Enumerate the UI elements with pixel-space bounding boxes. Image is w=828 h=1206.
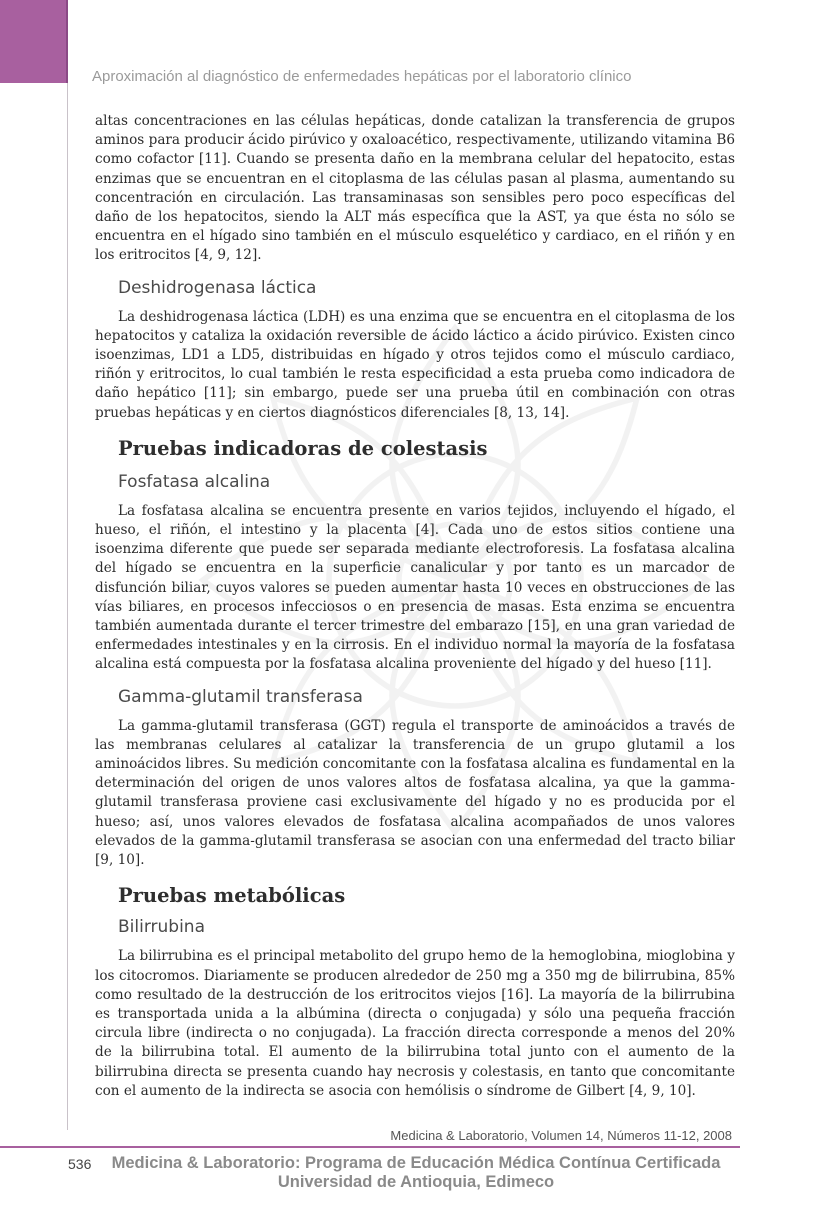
subheading-ggt: Gamma-glutamil transferasa	[118, 686, 363, 707]
journal-citation: Medicina & Laboratorio, Volumen 14, Números 11-12, 2008	[390, 1128, 732, 1143]
subheading-bilirrubina: Bilirrubina	[118, 917, 205, 938]
footer-rule	[0, 1146, 740, 1148]
subheading-ldh: Deshidrogenasa láctica	[118, 277, 317, 298]
paragraph-ggt: La gamma-glutamil transferasa (GGT) regula el transporte de aminoácidos a través de las membranas celulares al catalizar la transferencia de un grupo glutamil a los aminoácidos libres. Su medición concomitante con la fosfatasa alcalina es fundamental en la determinación del origen de unos valores altos de fosfatasa alcalina, ya que la gamma-glutamil transferasa proviene casi exclusivamente del hígado y no es producida por el hueso; así, unos valores elevados de fosfatasa alcalina acompañados de unos valores elevados de la gamma-glutamil transferasa se asocian con una enfermedad del tracto biliar [9, 10].	[95, 717, 735, 869]
paragraph-transaminases: altas concentraciones en las células hepáticas, donde catalizan la transferencia de grupos aminos para producir ácido pirúvico y oxaloacético, respectivamente, utilizando vitamina B6 como cofactor [11]. Cuando se presenta daño en la membrana celular del hepatocito, estas enzimas que se encuentran en el citoplasma de las células pasan al plasma, aumentando su concentración en circulación. Las transaminasas son sensibles pero poco específicas del daño de los hepatocitos, siendo la ALT más específica que la AST, ya que ésta no sólo se encuentra en el hígado sino también en el músculo esquelético y cardiaco, en el riñón y en los eritrocitos [4, 9, 12].	[95, 113, 735, 264]
paragraph-bilirrubina: La bilirrubina es el principal metabolito del grupo hemo de la hemoglobina, mioglobina y los citocromos. Diariamente se producen alrededor de 250 mg a 350 mg de bilirrubina, 85% como resultado de la destrucción de los eritrocitos viejos [16]. La mayoría de la bilirrubina es transportada unida a la albúmina (directa o conjugada) y sólo una pequeña fracción circula libre (indirecta o no conjugada). La fracción directa corresponde a menos del 20% de la bilirrubina total. El aumento de la bilirrubina total junto con el aumento de la bilirrubina directa se presenta cuando hay necrosis y colestasis, en tanto que concomitante con el aumento de la indirecta se asocia con hemólisis o síndrome de Gilbert [4, 9, 10].	[95, 948, 735, 1099]
footer-program-line2: Universidad de Antioquia, Edimeco	[277, 1173, 555, 1191]
page-number: 536	[68, 1156, 92, 1172]
subheading-fosfatasa: Fosfatasa alcalina	[118, 471, 271, 492]
corner-accent-line	[66, 0, 68, 83]
paragraph-ldh: La deshidrogenasa láctica (LDH) es una enzima que se encuentra en el citoplasma de los hepatocitos y cataliza la oxidación reversible de ácido láctico a ácido pirúvico. Existen cinco isoenzimas, LD1 a LD5, distribuidas en hígado y otros tejidos como el músculo cardiaco, riñón y eritrocitos, lo cual también le resta especificidad a esta prueba como indicadora de daño hepático [11]; sin embargo, puede ser una prueba útil en combinación con otras pruebas hepáticas y en ciertos diagnósticos diferenciales [8, 13, 14].	[95, 308, 735, 421]
article-body	[95, 112, 735, 1101]
left-margin-rule	[67, 83, 68, 1130]
running-header: Aproximación al diagnóstico de enfermedades hepáticas por el laboratorio clínico	[92, 68, 632, 85]
section-heading-metabolicas: Pruebas metabólicas	[118, 884, 346, 908]
section-heading-colestasis: Pruebas indicadoras de colestasis	[118, 436, 488, 460]
paragraph-fosfatasa: La fosfatasa alcalina se encuentra presente en varios tejidos, incluyendo el hígado, el hueso, el riñón, el intestino y la placenta [4]. Cada uno de estos sitios contiene una isoenzima diferente que puede ser separada mediante electroforesis. La fosfatasa alcalina del hígado se encuentra en la superficie canalicular y por tanto es un marcador de disfunción biliar, cuyos valores se pueden aumentar hasta 10 veces en obstrucciones de las vías biliares, en procesos infecciosos o en presencia de masas. Esta enzima se encuentra también aumentada durante el tercer trimestre del embarazo [15], en una gran variedad de enfermedades intestinales y en la cirrosis. En el individuo normal la mayoría de la fosfatasa alcalina está compuesta por la fosfatasa alcalina proveniente del hígado y del hueso [11].	[95, 502, 735, 673]
corner-color-block	[0, 0, 66, 83]
footer-program-title	[106, 1154, 726, 1192]
footer-program-line1: Medicina & Laboratorio: Programa de Educación Médica Contínua Certificada	[111, 1154, 721, 1172]
